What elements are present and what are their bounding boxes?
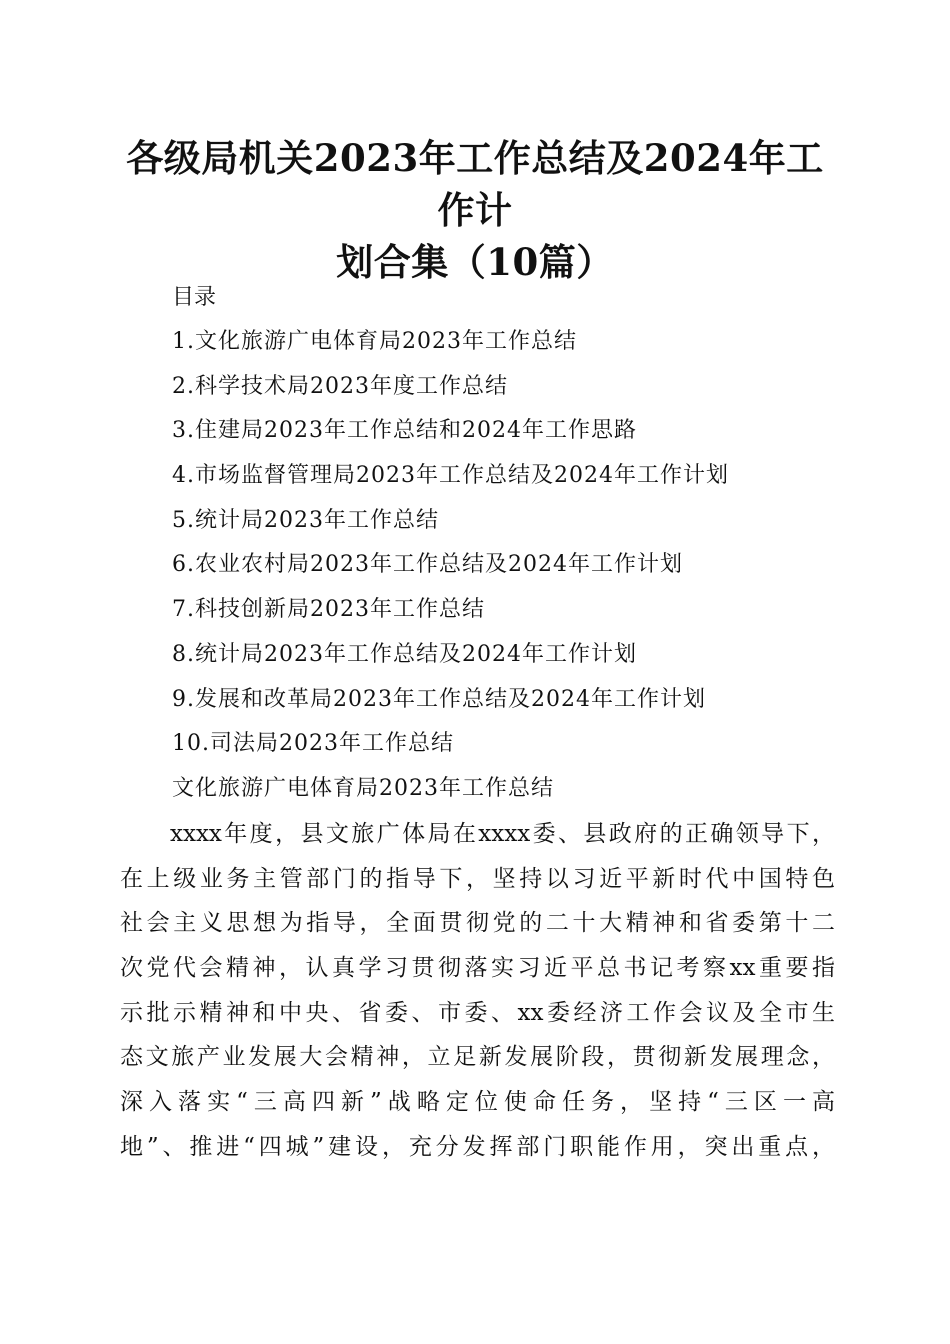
body-paragraph (120, 816, 835, 1174)
title-line-1: 各级局机关2023年工作总结及2024年工作计 (126, 136, 824, 232)
body-line: 地”、推进“四城”建设，充分发挥部门职能作用，突出重点， (120, 1133, 835, 1160)
toc-item: 8.统计局2023年工作总结及2024年工作计划 (172, 641, 637, 667)
toc-heading: 目录 (172, 285, 217, 310)
toc-item: 7.科技创新局2023年工作总结 (172, 597, 485, 623)
body-line: 在上级业务主管部门的指导下，坚持以习近平新时代中国特色 (120, 865, 835, 892)
toc-item: 5.统计局2023年工作总结 (172, 507, 439, 533)
body-line: 次党代会精神，认真学习贯彻落实习近平总书记考察xx重要指 (120, 955, 835, 982)
toc-item: 6.农业农村局2023年工作总结及2024年工作计划 (172, 552, 683, 578)
toc-item: 4.市场监督管理局2023年工作总结及2024年工作计划 (172, 463, 729, 489)
section-heading: 文化旅游广电体育局2023年工作总结 (172, 776, 554, 801)
table-of-contents (172, 324, 729, 771)
body-line: 示批示精神和中央、省委、市委、xx委经济工作会议及全市生 (120, 999, 835, 1026)
body-line: 社会主义思想为指导，全面贯彻党的二十大精神和省委第十二 (120, 910, 835, 937)
toc-item: 10.司法局2023年工作总结 (172, 731, 454, 757)
toc-item: 1.文化旅游广电体育局2023年工作总结 (172, 329, 577, 354)
body-line: xxxx年度，县文旅广体局在xxxx委、县政府的正确领导下， (170, 821, 835, 847)
body-line: 态文旅产业发展大会精神，立足新发展阶段，贯彻新发展理念， (120, 1044, 835, 1071)
body-line: 深入落实“三高四新”战略定位使命任务，坚持“三区一高 (120, 1089, 835, 1116)
toc-item: 3.住建局2023年工作总结和2024年工作思路 (172, 418, 637, 444)
toc-item: 9.发展和改革局2023年工作总结及2024年工作计划 (172, 686, 706, 712)
title-line-2: 划合集（10篇） (336, 240, 614, 284)
document-title (110, 132, 840, 288)
toc-item: 2.科学技术局2023年度工作总结 (172, 373, 508, 399)
